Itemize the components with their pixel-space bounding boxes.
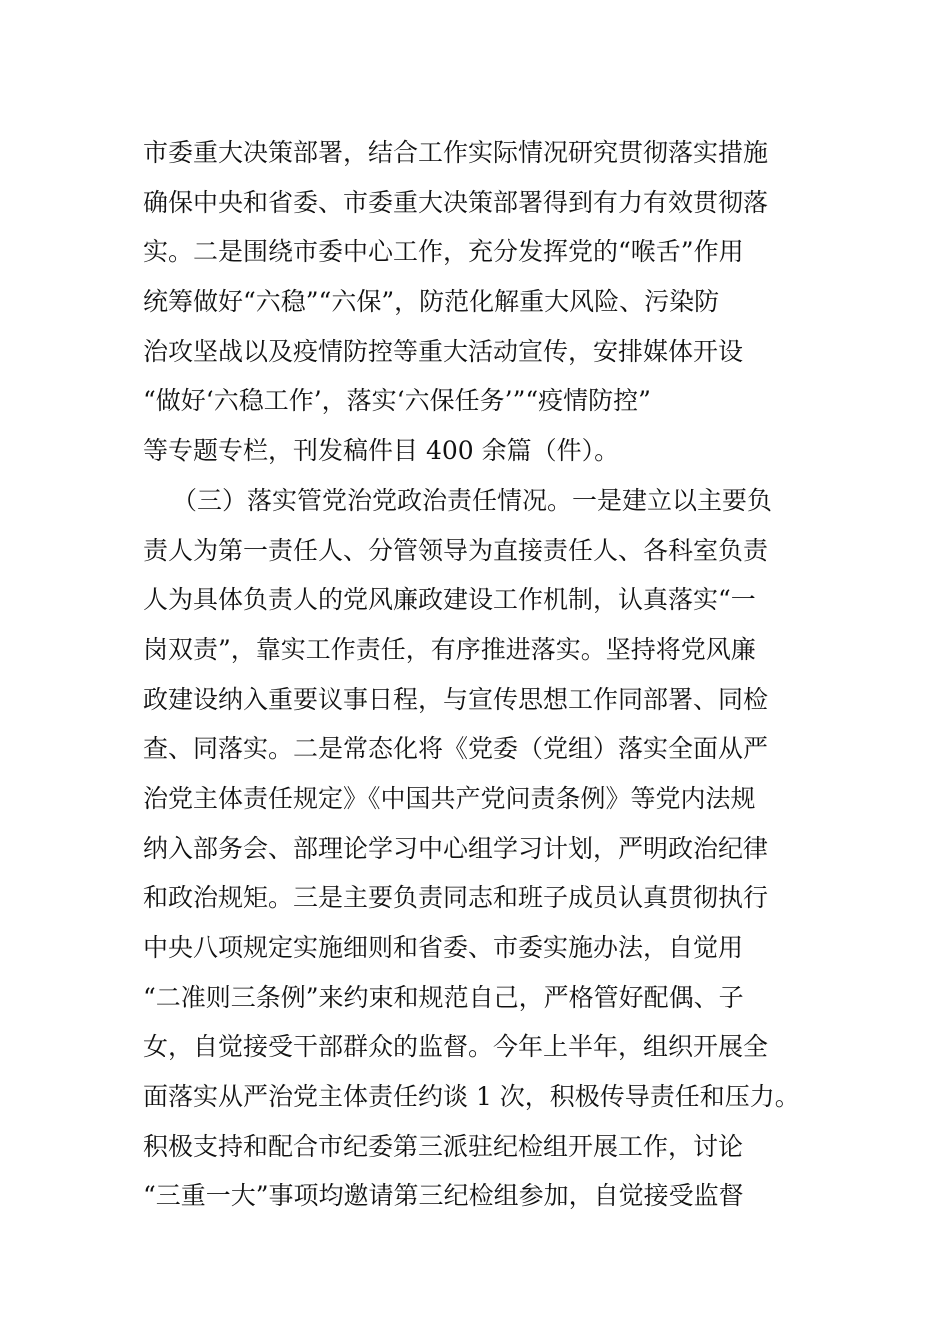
text-line: 和政治规矩。三是主要负责同志和班子成员认真贯彻执行	[143, 883, 769, 913]
text-line: 女，自觉接受干部群众的监督。今年上半年，组织开展全	[143, 1032, 769, 1062]
text-line: 责人为第一责任人、分管领导为直接责任人、各科室负责	[143, 535, 769, 565]
text-line: 治党主体责任规定》《中国共产党问责条例》等党内法规	[143, 783, 756, 813]
text-line: 实。二是围绕市委中心工作，充分发挥党的“喉舌”作用	[143, 237, 744, 267]
text-line: 中央八项规定实施细则和省委、市委实施办法，自觉用	[143, 933, 744, 962]
text-line: “二准则三条例”来约束和规范自己，严格管好配偶、子	[143, 982, 744, 1012]
text-line: 岗双责”，靠实工作责任，有序推进落实。坚持将党风廉	[143, 634, 756, 664]
text-line: 积极支持和配合市纪委第三派驻纪检组开展工作，讨论	[143, 1131, 744, 1161]
body-text	[143, 128, 833, 1221]
text-line: 政建设纳入重要议事日程，与宣传思想工作同部署、同检	[143, 684, 769, 714]
section-heading-line: （三）落实管党治党政治责任情况。一是建立以主要负	[172, 485, 773, 515]
text-line: 查、同落实。二是常态化将《党委（党组）落实全面从严	[143, 734, 769, 764]
text-line: 统筹做好“六稳”“六保”，防范化解重大风险、污染防	[143, 287, 720, 317]
text-line: 纳入部务会、部理论学习中心组学习计划，严明政治纪律	[143, 833, 769, 863]
text-line: 面落实从严治党主体责任约谈 1 次，积极传导责任和压力。	[143, 1082, 800, 1112]
text-line: 等专题专栏，刊发稿件目 400 余篇（件）。	[143, 436, 620, 466]
text-line: 确保中央和省委、市委重大决策部署得到有力有效贯彻落	[143, 187, 769, 217]
text-line: “做好‘六稳工作’，落实‘六保任务’”“疫情防控”	[143, 386, 651, 416]
text-line: 市委重大决策部署，结合工作实际情况研究贯彻落实措施	[143, 138, 769, 167]
text-line: 人为具体负责人的党风廉政建设工作机制，认真落实“一	[143, 585, 756, 615]
text-line: 治攻坚战以及疫情防控等重大活动宣传，安排媒体开设	[143, 336, 744, 366]
text-line: “三重一大”事项均邀请第三纪检组参加，自觉接受监督	[143, 1181, 744, 1211]
